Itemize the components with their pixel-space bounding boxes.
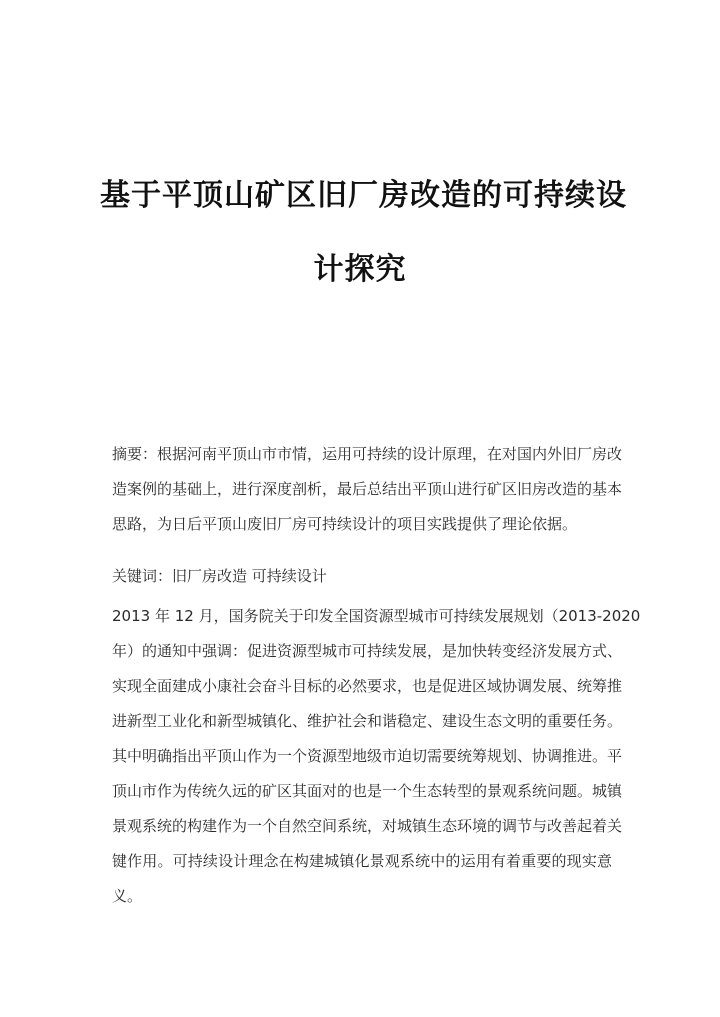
body-line: 景观系统的构建作为一个自然空间系统，对城镇生态环境的调节与改善起着关 bbox=[112, 817, 623, 835]
abstract-line: 造案例的基础上，进行深度剖析，最后总结出平顶山进行矿区旧房改造的基本 bbox=[112, 480, 623, 498]
body-line: 实现全面建成小康社会奋斗目标的必然要求，也是促进区域协调发展、统筹推 bbox=[112, 677, 623, 695]
keywords-paragraph bbox=[112, 559, 612, 594]
abstract-paragraph bbox=[112, 437, 623, 542]
body-paragraph bbox=[112, 599, 641, 914]
body-line: 2013 年 12 月，国务院关于印发全国资源型城市可持续发展规划（2013-2020 bbox=[112, 607, 641, 625]
body-line: 年）的通知中强调：促进资源型城市可持续发展，是加快转变经济发展方式、 bbox=[112, 642, 623, 660]
body-line: 键作用。可持续设计理念在构建城镇化景观系统中的运用有着重要的现实意 bbox=[112, 852, 612, 870]
abstract-line: 摘要：根据河南平顶山市市情，运用可持续的设计原理，在对国内外旧厂房改 bbox=[112, 445, 623, 463]
document-title-line-1: 基于平顶山矿区旧厂房改造的可持续设 bbox=[100, 178, 627, 213]
keywords-line: 关键词：旧厂房改造 可持续设计 bbox=[112, 567, 327, 585]
body-line: 义。 bbox=[112, 887, 143, 905]
body-line: 顶山市作为传统久远的矿区其面对的也是一个生态转型的景观系统问题。城镇 bbox=[112, 782, 623, 800]
abstract-line: 思路，为日后平顶山废旧厂房可持续设计的项目实践提供了理论依据。 bbox=[112, 515, 578, 533]
body-line: 进新型工业化和新型城镇化、维护社会和谐稳定、建设生态文明的重要任务。 bbox=[112, 712, 623, 730]
body-line: 其中明确指出平顶山作为一个资源型地级市迫切需要统筹规划、协调推进。平 bbox=[112, 747, 623, 765]
document-title-line-2: 计探究 bbox=[313, 252, 407, 287]
